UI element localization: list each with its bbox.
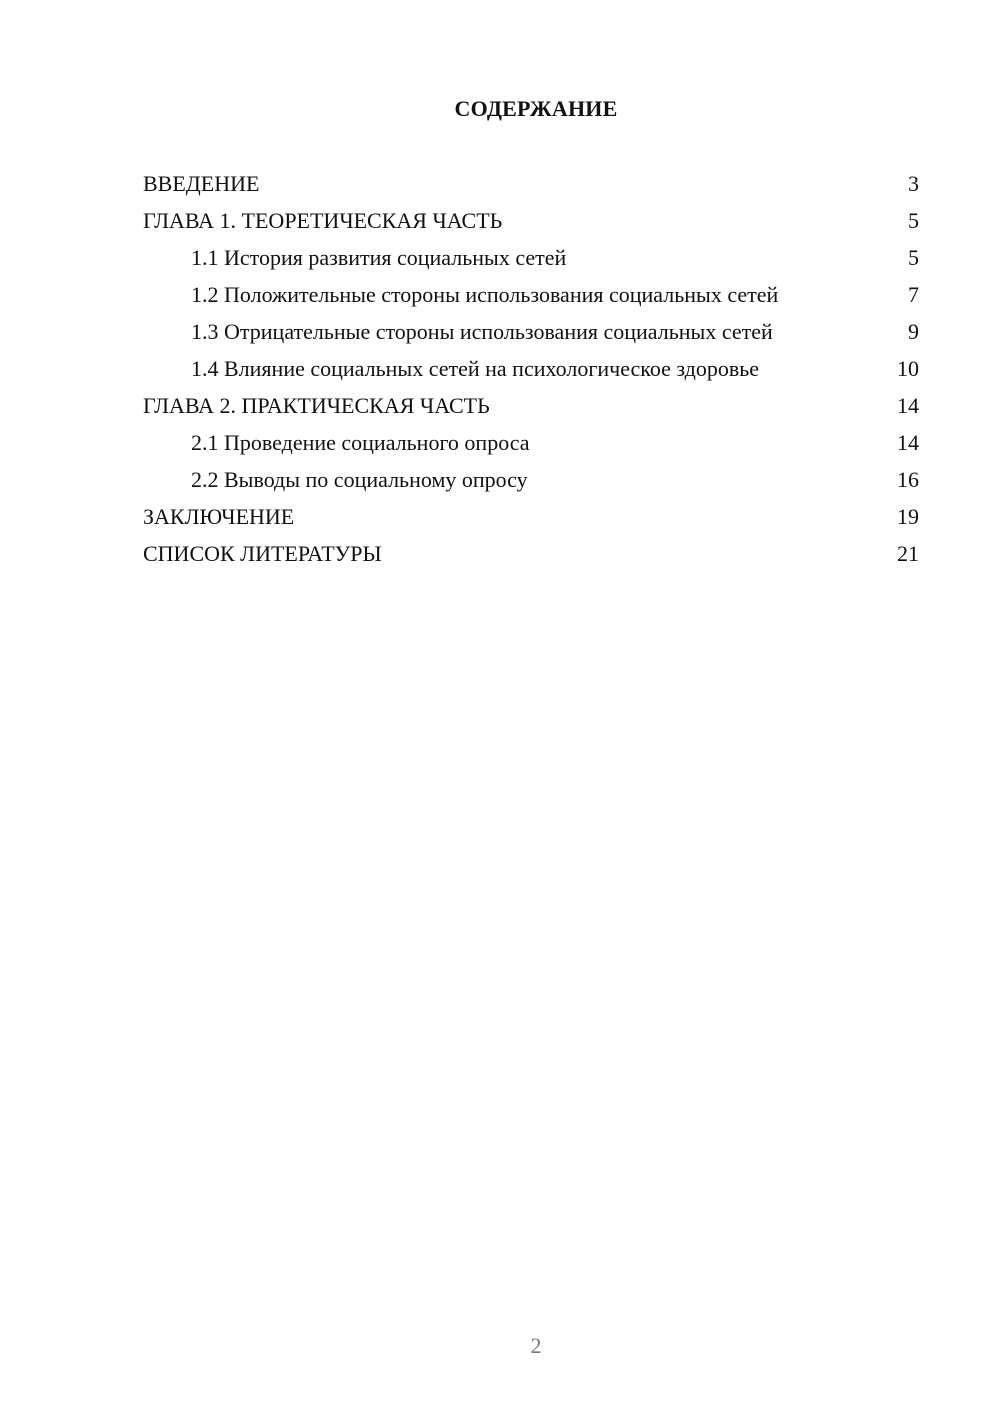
toc-entry-label: ЗАКЛЮЧЕНИЕ (143, 504, 295, 529)
toc-entry-label: 1.2 Положительные стороны использования социальных сетей (191, 282, 779, 307)
toc-entry-label: 1.4 Влияние социальных сетей на психологическое здоровье (191, 356, 760, 381)
toc-entry-page: 14 (897, 430, 919, 455)
toc-entry-label: 2.2 Выводы по социальному опросу (191, 467, 528, 492)
toc-entry-references[interactable] (143, 540, 919, 567)
toc-entry-label: 1.3 Отрицательные стороны использования социальных сетей (191, 319, 773, 344)
toc-entry-page: 5 (908, 245, 919, 270)
page-title: СОДЕРЖАНИЕ (454, 96, 618, 121)
toc-entry-section-1-4[interactable] (143, 355, 919, 382)
toc-entry-page: 7 (908, 282, 919, 307)
page-number: 2 (530, 1333, 542, 1358)
toc-entry-section-2-2[interactable] (143, 466, 919, 493)
toc-entry-page: 5 (908, 208, 919, 233)
toc-entry-conclusion[interactable] (143, 503, 919, 530)
toc-entry-page: 10 (897, 356, 919, 381)
toc-entry-chapter-1[interactable] (143, 207, 919, 234)
toc-entry-label: ВВЕДЕНИЕ (143, 171, 260, 196)
toc-entry-page: 16 (897, 467, 919, 492)
toc-entry-section-1-2[interactable] (143, 281, 919, 308)
toc-entry-label: ГЛАВА 2. ПРАКТИЧЕСКАЯ ЧАСТЬ (143, 393, 490, 418)
toc-entry-page: 21 (897, 541, 919, 566)
toc-entry-introduction[interactable] (143, 170, 919, 197)
toc-entry-page: 9 (908, 319, 919, 344)
toc-entry-page: 3 (908, 171, 919, 196)
toc-entry-section-1-1[interactable] (143, 244, 919, 271)
toc-entry-section-2-1[interactable] (143, 429, 919, 456)
toc-entry-section-1-3[interactable] (143, 318, 919, 345)
toc-entry-label: 1.1 История развития социальных сетей (191, 245, 567, 270)
toc-entry-label: 2.1 Проведение социального опроса (191, 430, 530, 455)
toc-entry-page: 14 (897, 393, 919, 418)
table-of-contents (143, 170, 919, 577)
toc-entry-label: ГЛАВА 1. ТЕОРЕТИЧЕСКАЯ ЧАСТЬ (143, 208, 503, 233)
toc-entry-label: СПИСОК ЛИТЕРАТУРЫ (143, 541, 382, 566)
toc-entry-chapter-2[interactable] (143, 392, 919, 419)
toc-entry-page: 19 (897, 504, 919, 529)
